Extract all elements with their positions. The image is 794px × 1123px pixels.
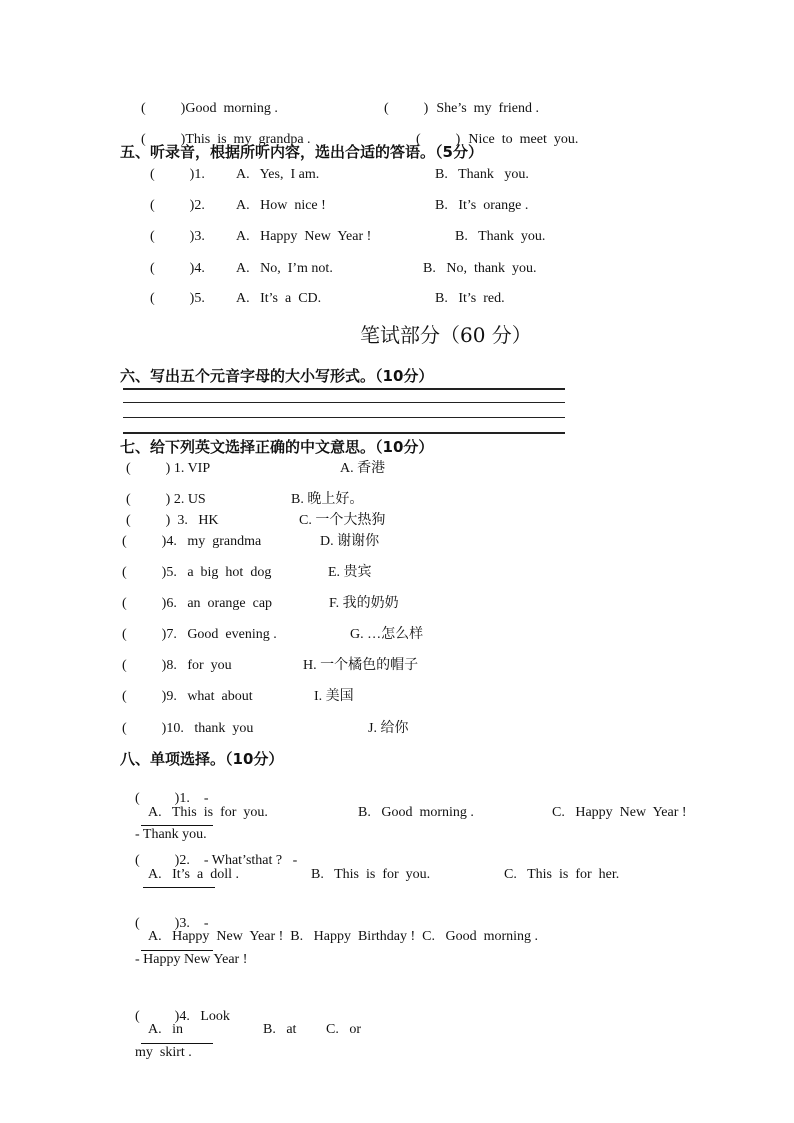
writing-line[interactable] — [123, 402, 565, 403]
section-5-heading: 五、听录音，根据所听内容，选出合适的答语。（5分） — [120, 143, 483, 161]
item-text: Nice to meet you. — [468, 132, 579, 147]
matching-option: C. 一个大热狗 — [299, 513, 386, 528]
matching-item[interactable]: ( ) 3. HK — [126, 513, 219, 528]
answer-paren[interactable]: ( ) — [141, 132, 186, 147]
option-a: A. Happy New Year ! — [236, 229, 372, 244]
answer-paren[interactable]: ( ) — [141, 101, 186, 116]
section-7-heading: 七、给下列英文选择正确的中文意思。（10分） — [120, 438, 434, 456]
writing-line[interactable] — [123, 388, 565, 390]
option-a: A. No, I’m not. — [236, 261, 333, 276]
item-text: This is my grandpa . — [185, 132, 311, 147]
q2-option-b: B. This is for you. — [311, 867, 431, 882]
option-b: B. It’s red. — [435, 291, 505, 306]
written-part-title: 笔试部分（60 分） — [360, 323, 532, 347]
question-2: ( )2. - What’sthat ? - — [128, 834, 297, 888]
writing-line[interactable] — [123, 417, 565, 418]
q4-option-a: A. in — [148, 1022, 183, 1037]
q4-option-c: C. or — [326, 1022, 361, 1037]
option-b: B. It’s orange . — [435, 198, 529, 213]
matching-item[interactable]: ( )9. what about — [122, 689, 253, 704]
option-b: B. Thank you. — [455, 229, 546, 244]
q1-option-c: C. Happy New Year ! — [552, 805, 687, 820]
option-a: A. Yes, I am. — [236, 167, 320, 182]
item-text: She’s my friend . — [436, 101, 539, 116]
option-a: A. It’s a CD. — [236, 291, 322, 306]
question-3: ( )3. - - Happy New Year ! — [135, 916, 248, 967]
question-1: ( )1. - - Thank you. — [128, 772, 219, 844]
q2-option-a: A. It’s a doll . — [148, 867, 239, 882]
matching-option: J. 给你 — [368, 721, 409, 736]
question-4: ( )4. Look my skirt . — [135, 1009, 230, 1060]
matching-item[interactable]: ( )5. a big hot dog — [122, 565, 272, 580]
option-b: B. Thank you. — [435, 167, 529, 182]
matching-option: B. 晚上好。 — [291, 492, 364, 507]
section-8-heading: 八、单项选择。（10分） — [120, 750, 284, 768]
matching-option: F. 我的奶奶 — [329, 596, 399, 611]
matching-option: E. 贵宾 — [328, 565, 372, 580]
q3-options: A. Happy New Year ! B. Happy Birthday ! C. Good morning . — [148, 929, 539, 944]
matching-item[interactable]: ( )6. an orange cap — [122, 596, 273, 611]
matching-item[interactable]: ( )7. Good evening . — [122, 627, 277, 642]
matching-option: G. …怎么样 — [350, 627, 424, 642]
answer-paren[interactable]: ( ) — [150, 229, 195, 244]
section-6-heading: 六、写出五个元音字母的大小写形式。（10分） — [120, 367, 434, 385]
matching-option: D. 谢谢你 — [320, 534, 380, 549]
writing-line[interactable] — [123, 432, 565, 434]
matching-item[interactable]: ( ) 2. US — [126, 492, 206, 507]
answer-paren[interactable]: ( ) — [384, 101, 429, 116]
answer-paren[interactable]: ( ) — [150, 167, 195, 182]
matching-item[interactable]: ( )10. thank you — [122, 721, 254, 736]
matching-item[interactable]: ( )8. for you — [122, 658, 232, 673]
q2-option-c: C. This is for her. — [504, 867, 620, 882]
answer-paren[interactable]: ( ) — [150, 261, 195, 276]
answer-paren[interactable]: ( ) — [150, 198, 195, 213]
matching-option: A. 香港 — [340, 461, 386, 476]
q4-option-b: B. at — [263, 1022, 297, 1037]
option-a: A. How nice ! — [236, 198, 326, 213]
q1-option-b: B. Good morning . — [358, 805, 474, 820]
answer-paren[interactable]: ( ) — [150, 291, 195, 306]
matching-item[interactable]: ( ) 1. VIP — [126, 461, 211, 476]
matching-item[interactable]: ( )4. my grandma — [122, 534, 262, 549]
answer-paren[interactable]: ( ) — [416, 132, 461, 147]
q1-option-a: A. This is for you. — [148, 805, 268, 820]
matching-option: H. 一个橘色的帽子 — [303, 658, 419, 673]
item-text: Good morning . — [185, 101, 278, 116]
option-b: B. No, thank you. — [423, 261, 537, 276]
matching-option: I. 美国 — [314, 689, 354, 704]
